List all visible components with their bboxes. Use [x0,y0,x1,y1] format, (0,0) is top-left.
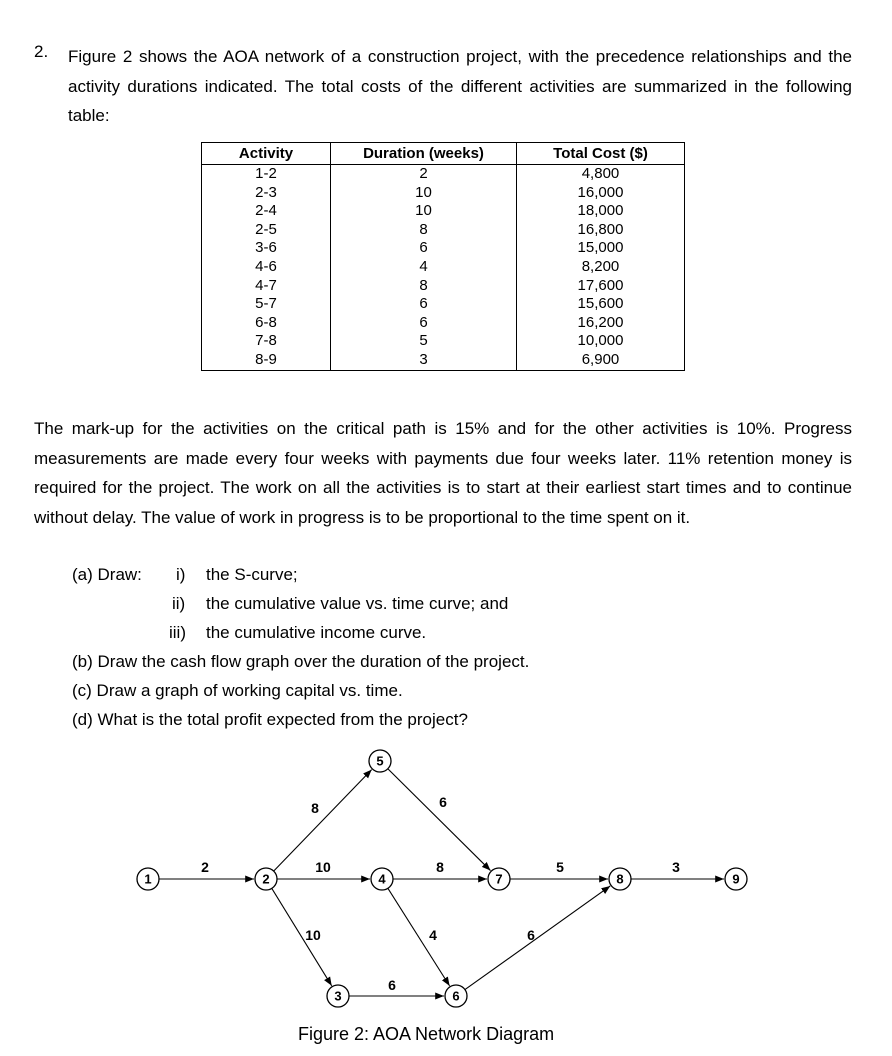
part-a-ii: the cumulative value vs. time curve; and [206,594,509,613]
cell-cost: 4,800 [517,165,685,184]
table-row [202,277,685,296]
duration-label-4-7: 8 [436,859,444,875]
table-row [202,184,685,203]
cell-duration: 5 [331,332,517,351]
part-a-iii-number: iii) [169,623,186,642]
table-row [202,314,685,333]
table-row [202,332,685,351]
node-label: 9 [732,871,740,887]
node-label: 6 [452,988,460,1004]
cell-activity: 3-6 [202,239,331,258]
cell-duration: 6 [331,295,517,314]
cell-activity: 2-5 [202,221,331,240]
cell-duration: 4 [331,258,517,277]
cell-activity: 6-8 [202,314,331,333]
header-activity: Activity [202,143,331,165]
figure-caption: Figure 2: AOA Network Diagram [298,1024,555,1044]
cell-duration: 6 [331,314,517,333]
table-row [202,258,685,277]
cell-cost: 15,000 [517,239,685,258]
table-header-row [202,143,685,165]
question-body: The mark-up for the activities on the critical path is 15% and for the other activities is 10%. Progress measurements are made every four weeks with payments due four weeks later. 11% retention money is required for the project. The work on all the activities is to start at their earliest start times and to continue without delay. The value of work in progress is to be proportional to the time spent on it. [34,419,852,527]
table-row [202,202,685,221]
activity-arrow-2-5 [274,770,372,871]
cell-duration: 2 [331,165,517,184]
network-node-6 [445,985,467,1007]
cell-activity: 2-3 [202,184,331,203]
network-node-2 [255,868,277,890]
cell-activity: 8-9 [202,351,331,370]
node-label: 2 [262,871,270,887]
network-node-9 [725,868,747,890]
cell-cost: 6,900 [517,351,685,370]
cell-duration: 3 [331,351,517,370]
duration-label-6-8: 6 [527,927,535,943]
question-number: 2. [34,42,49,61]
node-label: 7 [495,871,503,887]
cell-activity: 5-7 [202,295,331,314]
duration-label-2-5: 8 [311,800,319,816]
table-row [202,221,685,240]
cell-duration: 10 [331,202,517,221]
cell-cost: 17,600 [517,277,685,296]
cell-duration: 6 [331,239,517,258]
cell-cost: 15,600 [517,295,685,314]
cell-cost: 18,000 [517,202,685,221]
table-row [202,351,685,370]
network-node-7 [488,868,510,890]
part-b: (b) Draw the cash flow graph over the duration of the project. [72,652,530,671]
activity-arrow-4-6 [388,888,450,986]
cell-activity: 7-8 [202,332,331,351]
part-d: (d) What is the total profit expected from the project? [72,710,468,729]
header-duration: Duration (weeks) [331,143,517,165]
table-row [202,165,685,184]
cell-cost: 10,000 [517,332,685,351]
duration-label-1-2: 2 [201,859,209,875]
cell-cost: 16,000 [517,184,685,203]
duration-label-3-6: 6 [388,977,396,993]
activity-arrow-2-3 [272,888,332,985]
node-label: 5 [376,753,384,769]
part-a-label: (a) Draw: [72,565,142,584]
activity-arrow-5-7 [388,769,491,871]
cell-activity: 2-4 [202,202,331,221]
node-label: 8 [616,871,624,887]
duration-label-7-8: 5 [556,859,564,875]
cell-duration: 8 [331,221,517,240]
duration-label-2-3: 10 [305,927,321,943]
aoa-network-diagram [0,740,892,1020]
duration-label-4-6: 4 [429,927,437,943]
cell-activity: 4-6 [202,258,331,277]
cell-duration: 10 [331,184,517,203]
table-row [202,239,685,258]
network-node-8 [609,868,631,890]
cell-activity: 4-7 [202,277,331,296]
network-node-1 [137,868,159,890]
network-node-4 [371,868,393,890]
duration-label-5-7: 6 [439,794,447,810]
header-total-cost: Total Cost ($) [517,143,685,165]
cell-cost: 8,200 [517,258,685,277]
part-a-i: the S-curve; [206,565,298,584]
part-a-i-number: i) [176,565,186,584]
network-node-5 [369,750,391,772]
node-label: 3 [334,988,342,1004]
activity-cost-table [201,142,685,371]
duration-label-2-4: 10 [315,859,331,875]
part-a-iii: the cumulative income curve. [206,623,427,642]
node-label: 4 [378,871,386,887]
cell-duration: 8 [331,277,517,296]
duration-label-8-9: 3 [672,859,680,875]
part-c: (c) Draw a graph of working capital vs. time. [72,681,403,700]
part-a-ii-number: ii) [172,594,186,613]
node-label: 1 [144,871,152,887]
cell-cost: 16,800 [517,221,685,240]
table-row [202,295,685,314]
cell-cost: 16,200 [517,314,685,333]
activity-arrow-6-8 [465,886,610,990]
cell-activity: 1-2 [202,165,331,184]
question-intro: Figure 2 shows the AOA network of a construction project, with the precedence relationships and the activity durations indicated. The total costs of the different activities are summarized in the following table: [68,47,852,125]
network-node-3 [327,985,349,1007]
